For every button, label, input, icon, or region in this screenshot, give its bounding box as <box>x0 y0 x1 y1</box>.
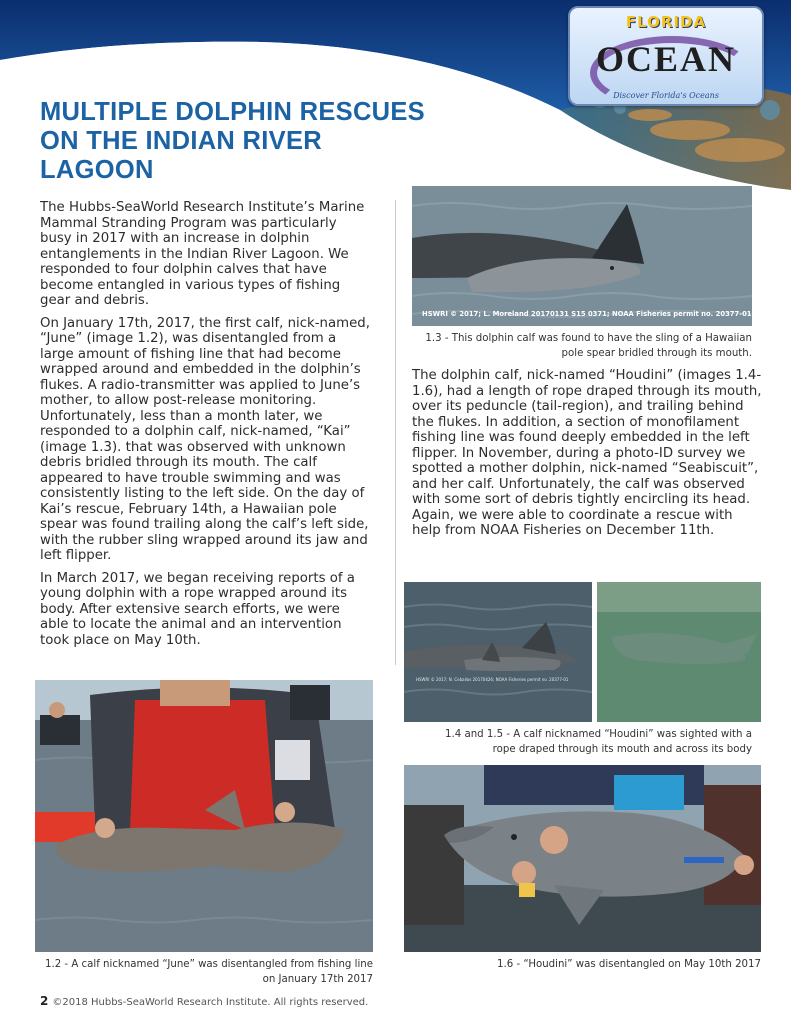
plate-tagline: Discover Florida's Oceans <box>613 91 719 100</box>
paragraph-march: In March 2017, we began receiving reports of a young dolphin with a rope wrapped around its body. After extensive search efforts, we were able to locate the animal and an intervention took place on May 10th. <box>40 570 355 648</box>
photo-1-3-credit: HSWRI © 2017; L. Moreland 20170131 S15 0371; NOAA Fisheries permit no. 20377-01 <box>422 310 752 318</box>
paragraph-intro: The Hubbs-SeaWorld Research Institute’s Marine Mammal Stranding Program was particularly busy in 2017 with an increase in dolphin entanglements in the Indian River Lagoon. We responded to four dolphin calves that have become entangled in various types of fishing gear and debris. <box>40 200 365 308</box>
caption-1-6-line-1: 1.6 - “Houdini” was disentangled on May 10th 2017 <box>497 959 761 970</box>
photo-1-5-houdini-underwater <box>597 582 761 722</box>
photo-1-6-houdini-rescue <box>404 765 761 952</box>
caption-1-3-line-2: pole spear bridled through its mouth. <box>561 348 752 359</box>
left-text-column <box>40 200 370 655</box>
right-text-column <box>412 368 762 546</box>
florida-ocean-plate-logo <box>568 6 764 106</box>
copyright-text: ©2018 Hubbs-SeaWorld Research Institute. All rights reserved. <box>52 997 369 1008</box>
caption-1-2-line-2: on January 17th 2017 <box>262 974 373 985</box>
caption-1-2-line-1: 1.2 - A calf nicknamed “June” was disentangled from fishing line <box>44 959 373 970</box>
plate-ocean-text: OCEAN <box>595 39 736 79</box>
photo-1-4-houdini <box>404 582 592 722</box>
page-number: 2 <box>40 994 49 1008</box>
column-divider <box>395 200 396 665</box>
caption-1-4-1-5-line-2: rope draped through its mouth and across its body <box>492 744 752 755</box>
caption-1-3 <box>412 331 752 361</box>
caption-1-4-1-5-line-1: 1.4 and 1.5 - A calf nicknamed “Houdini” was sighted with a <box>445 729 752 740</box>
paragraph-june-kai: On January 17th, 2017, the first calf, nick-named, “June” (image 1.2), was disentangled from a large amount of fishing line that had become wrapped around and embedded in the dolphin’s flukes. A radio-transmitter was applied to June’s mother, to allow post-release monitoring. Unfortunately, less than a month later, we responded to a dolphin calf, nick-named, “Kai” (image 1.3). that was observed with unknown debris bridled through its mouth. The calf appeared to have trouble swimming and was consistently listing to the left side. On the day of Kai’s rescue, February 14th, a Hawaiian pole spear was found trailing along the calf’s left side, with the rubber sling wrapped around its jaw and left flipper. <box>40 315 370 563</box>
photo-1-4-credit: HSWRI © 2017; N. Ceballos 20170426; NOAA Fisheries permit no. 20377-01 <box>416 677 569 682</box>
article-title: MULTIPLE DOLPHIN RESCUES ON THE INDIAN RIVER LAGOON <box>40 98 425 184</box>
plate-state-text: FLORIDA <box>625 13 707 31</box>
caption-1-2 <box>35 957 373 987</box>
caption-1-6 <box>404 957 761 972</box>
photo-1-3-kai <box>412 186 752 326</box>
caption-1-3-line-1: 1.3 - This dolphin calf was found to have the sling of a Hawaiian <box>425 333 752 344</box>
paragraph-houdini: The dolphin calf, nick-named “Houdini” (images 1.4-1.6), had a length of rope draped through its mouth, over its peduncle (tail-region), and trailing behind the flukes. In addition, a section of monofilament fishing line was found deeply embedded in the left flipper. In November, during a photo-ID survey we spotted a mother dolphin, nick-named “Seabiscuit”, and her calf. Unfortunately, the calf was observed with some sort of debris tightly encircling its head. Again, we were able to coordinate a rescue with help from NOAA Fisheries on December 11th. <box>412 368 762 538</box>
photo-1-2-june <box>35 680 373 952</box>
caption-1-4-1-5 <box>412 727 752 757</box>
page-footer <box>40 994 368 1008</box>
